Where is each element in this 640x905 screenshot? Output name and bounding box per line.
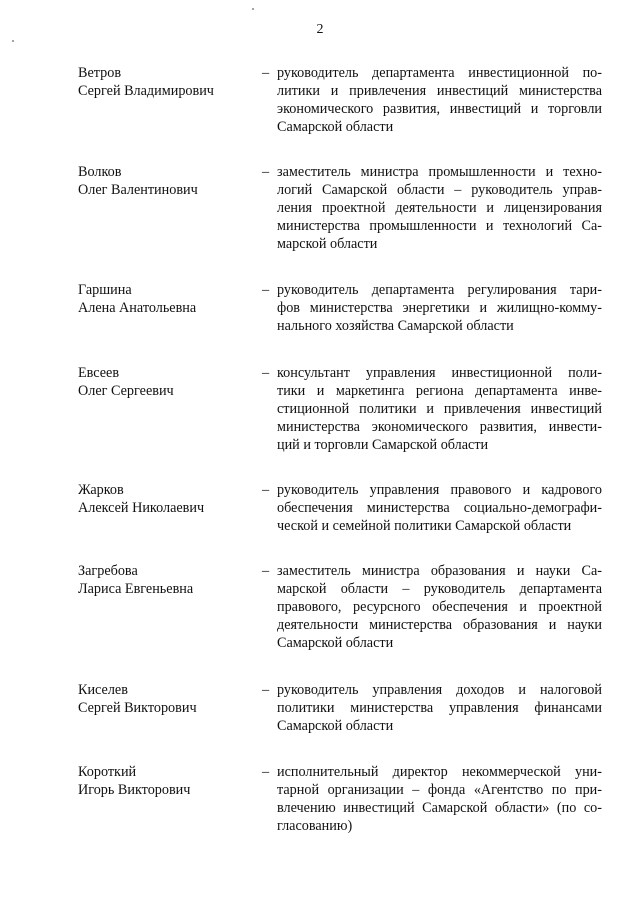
position-line: правового, ресурсного обеспечения и проектной	[277, 599, 602, 615]
dash: –	[262, 365, 270, 381]
position-line: министерства промышленности и технологий Са-	[277, 218, 602, 234]
member-name	[78, 763, 258, 799]
position-line: руководитель управления правового и кадрового	[277, 482, 602, 498]
position-line: руководитель управления доходов и налоговой	[277, 682, 602, 698]
member-surname: Волков	[78, 164, 122, 180]
member-given-name: Алена Анатольевна	[78, 300, 197, 316]
position-line: логий Самарской области – руководитель управ-	[277, 182, 602, 198]
position-line: консультант управления инвестиционной поли-	[277, 365, 602, 381]
member-position	[277, 64, 602, 136]
position-line: гласованию)	[277, 818, 353, 834]
position-line: экономического развития, инвестиций и торговли	[277, 101, 602, 117]
position-line: министерства экономического развития, инвести-	[277, 419, 602, 435]
position-line: литики и привлечения инвестиций министерства	[277, 83, 602, 99]
member-name	[78, 64, 258, 100]
position-line: деятельности министерства образования и науки	[277, 617, 602, 633]
dash: –	[262, 563, 270, 579]
position-line: марской области – руководитель департамента	[277, 581, 602, 597]
member-position	[277, 364, 602, 454]
position-line: марской области	[277, 236, 378, 252]
position-line: влечению инвестиций Самарской области» (по со-	[277, 800, 602, 816]
position-line: Самарской области	[277, 119, 394, 135]
member-position	[277, 163, 602, 253]
member-surname: Жарков	[78, 482, 124, 498]
member-name	[78, 281, 258, 317]
position-line: руководитель департамента регулирования тари-	[277, 282, 602, 298]
scan-speck	[252, 8, 254, 10]
member-given-name: Сергей Викторович	[78, 700, 197, 716]
member-name	[78, 481, 258, 517]
member-name	[78, 681, 258, 717]
position-line: руководитель департамента инвестиционной по-	[277, 65, 602, 81]
page-number: 2	[316, 22, 324, 37]
member-position	[277, 763, 602, 835]
dash: –	[262, 65, 270, 81]
position-line: заместитель министра промышленности и техно-	[277, 164, 602, 180]
position-line: обеспечения министерства социально-демографи-	[277, 500, 602, 516]
position-line: ления проектной деятельности и лицензирования	[277, 200, 602, 216]
dash: –	[262, 482, 270, 498]
member-given-name: Сергей Владимирович	[78, 83, 214, 99]
position-line: тарной организации – фонда «Агентство по при-	[277, 782, 602, 798]
dash: –	[262, 764, 270, 780]
position-line: нального хозяйства Самарской области	[277, 318, 514, 334]
member-position	[277, 281, 602, 335]
position-line: исполнительный директор некоммерческой уни-	[277, 764, 602, 780]
member-given-name: Игорь Викторович	[78, 782, 191, 798]
position-line: Самарской области	[277, 635, 394, 651]
position-line: политики министерства управления финансами	[277, 700, 602, 716]
member-surname: Гаршина	[78, 282, 132, 298]
member-given-name: Олег Сергеевич	[78, 383, 174, 399]
position-line: Самарской области	[277, 718, 394, 734]
member-position	[277, 562, 602, 652]
position-line: стиционной политики и привлечения инвестиций	[277, 401, 602, 417]
member-name	[78, 562, 258, 598]
member-position	[277, 481, 602, 535]
member-given-name: Алексей Николаевич	[78, 500, 205, 516]
position-line: фов министерства энергетики и жилищно-комму-	[277, 300, 602, 316]
dash: –	[262, 164, 270, 180]
member-name	[78, 364, 258, 400]
dash: –	[262, 282, 270, 298]
position-line: тики и маркетинга региона департамента инве-	[277, 383, 602, 399]
member-surname: Короткий	[78, 764, 137, 780]
member-given-name: Олег Валентинович	[78, 182, 198, 198]
member-surname: Евсеев	[78, 365, 120, 381]
member-surname: Киселев	[78, 682, 128, 698]
dash: –	[262, 682, 270, 698]
position-line: заместитель министра образования и науки Са-	[277, 563, 602, 579]
member-given-name: Лариса Евгеньевна	[78, 581, 194, 597]
member-name	[78, 163, 258, 199]
member-position	[277, 681, 602, 735]
member-surname: Загребова	[78, 563, 138, 579]
position-line: ций и торговли Самарской области	[277, 437, 489, 453]
scan-speck	[12, 40, 14, 42]
position-line: ческой и семейной политики Самарской области	[277, 518, 572, 534]
member-surname: Ветров	[78, 65, 122, 81]
